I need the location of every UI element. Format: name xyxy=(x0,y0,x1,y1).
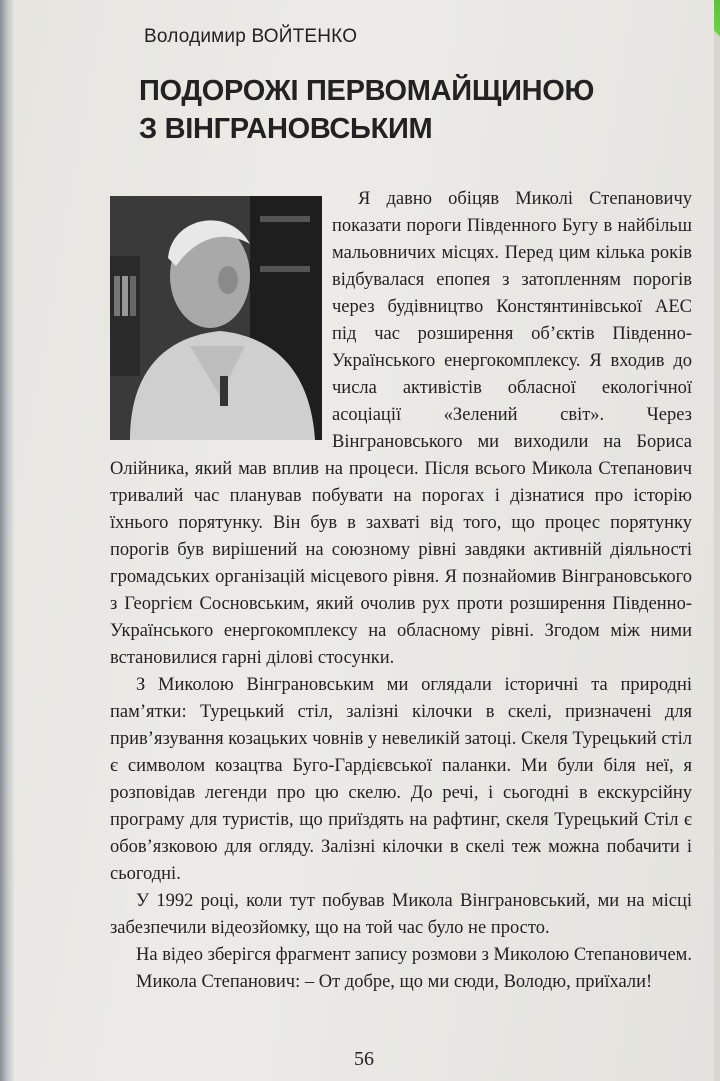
portrait-photo-icon xyxy=(110,196,322,440)
book-spine-edge xyxy=(0,0,14,1081)
page-number: 56 xyxy=(354,1048,374,1070)
portrait-photo xyxy=(110,196,322,440)
paragraph-5: Микола Степанович: – От добре, що ми сюди, Володю, приїхали! xyxy=(136,972,653,992)
book-page xyxy=(14,0,714,1081)
title-line-1: ПОДОРОЖІ ПЕРВОМАЙЩИНОЮ xyxy=(139,75,595,107)
article-title xyxy=(139,72,594,148)
title-line-2: З ВІНГРАНОВСЬКИМ xyxy=(139,113,433,145)
paragraph-3: У 1992 році, коли тут побував Микола Вінграновський, ми на місці забезпечили відеозйомку, що на той час було не просто. xyxy=(110,891,692,938)
paragraph-1: Я давно обіцяв Миколі Степановичу показати пороги Південного Бугу в найбільш мальовничих місцях. Перед цим кілька років відбувалася епопея з затопленням порогів через будівництво Констянтинівської АЕС під час розширення об’єктів Південно-Українського енергокомплексу. Я входив до числа активістів обласної екологічної асоціації «Зелений світ». Через Вінграновського ми виходили на Бориса Олійника, який мав вплив на процеси. Після всього Микола Степанович тривалий час планував побувати на порогах і дізнатися про історію їхнього порятунку. Він був в захваті від того, що процес порятунку порогів був вирішений на союзному рівні завдяки активній діяльності громадських організацій місцевого рівня. Я познайомив Вінграновського з Георгієм Сосновським, який очолив рух проти розширення Південно-Українського енергокомплексу на обласному рівні. Згодом між ними встановилися гарні ділові стосунки. xyxy=(110,189,692,668)
author-name: Володимир ВОЙТЕНКО xyxy=(144,26,358,47)
paragraph-2: З Миколою Вінграновським ми оглядали історичні та природні пам’ятки: Турецький стіл, залізні кілочки в скелі, призначені для прив’язування козацьких човнів у невеликій затоці. Скеля Турецький стіл є символом козацтва Буго-Гардієвської паланки. Ми були біля неї, я розповідав легенди про цю скелю. До речі, і сьогодні в екскурсійну програму для туристів, що приїздять на рафтинг, скеля Турецький Стіл є обов’язковою для огляду. Залізні кілочки в скелі теж можна побачити і сьогодні. xyxy=(110,675,692,884)
paragraph-4: На відео зберігся фрагмент запису розмови з Миколою Степановичем. xyxy=(136,945,692,965)
